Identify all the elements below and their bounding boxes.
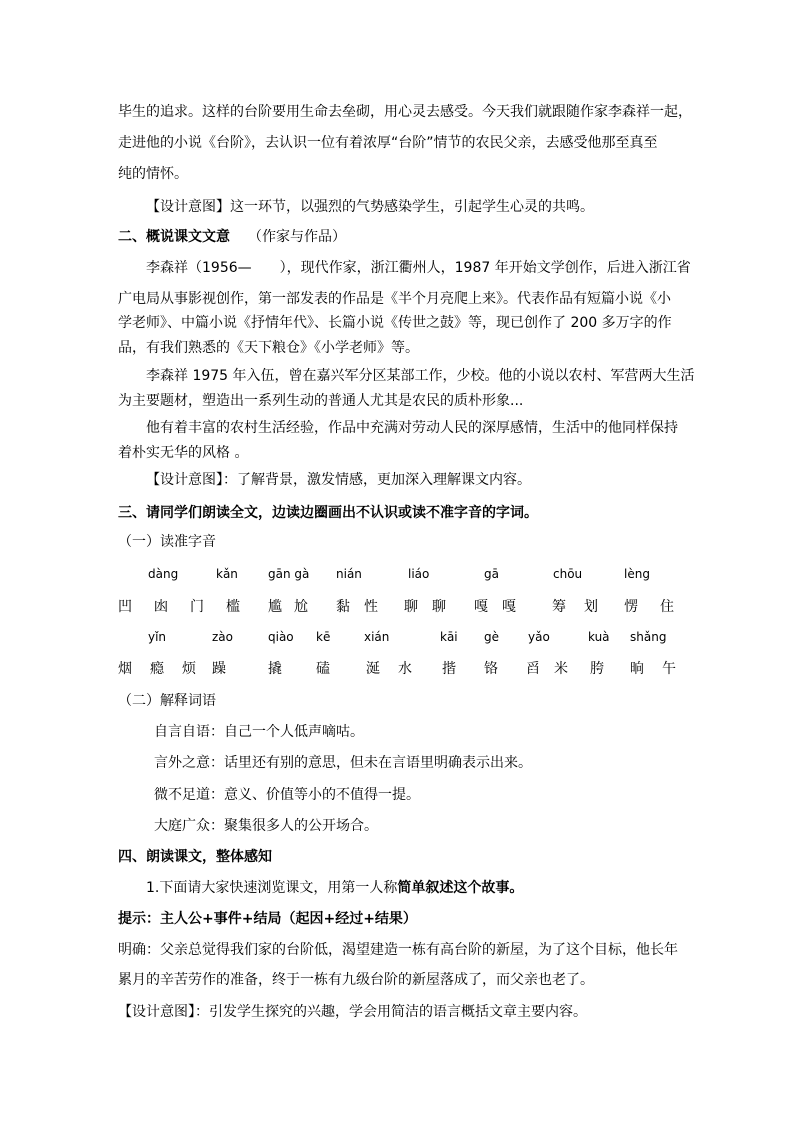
term-4: 大庭广众：聚集很多人的公开场合。	[154, 818, 378, 834]
pinyin-kan: kǎn	[216, 567, 238, 581]
pinyin-qiao: qiào	[268, 630, 294, 644]
section2-heading-sub: （作家与作品）	[248, 229, 346, 245]
s2-p3-line-2: 着朴实无华的风格 。	[118, 445, 249, 461]
intro-line-2: 走进他的小说《台阶》，去认识一位有着浓厚“台阶”情节的农民父亲，去感受他那至真至	[118, 135, 658, 151]
char-wu: 午	[662, 661, 676, 677]
design-note-3: 【设计意图】：引发学生探究的兴趣，学会用简洁的语言概括文章主要内容。	[118, 1004, 587, 1020]
pinyin-chou: chōu	[553, 567, 583, 581]
char-ga-2: 嘎	[502, 599, 516, 615]
intro-line-3: 纯的情怀。	[118, 166, 188, 182]
term-3: 微不足道：意义、价值等小的不值得一提。	[154, 787, 420, 803]
pinyin-nian: nián	[336, 567, 362, 581]
char-shui: 水	[398, 661, 412, 677]
design-note-2: 【设计意图】：了解背景，激发情感，更加深入理解课文内容。	[146, 472, 531, 488]
s2-p1-line-1: 李森祥（1956— ），现代作家，浙江衢州人，1987 年开始文学创作，后进入浙江省	[146, 260, 691, 276]
section4-task-bold: 简单叙述这个故事。	[397, 880, 524, 896]
pinyin-liao: liáo	[408, 567, 430, 581]
char-ao: 凹	[118, 599, 132, 615]
char-shang: 晌	[630, 661, 644, 677]
design-note-1: 【设计意图】这一环节，以强烈的气势感染学生，引起学生心灵的共鸣。	[146, 199, 594, 215]
section3-heading: 三、请同学们朗读全文，边读边圈画出不认识或读不准字音的字词。	[118, 505, 538, 521]
section4-task-prefix: 1.下面请大家快速浏览课文，用第一人称	[146, 880, 398, 896]
pinyin-kai: kāi	[440, 630, 458, 644]
s2-p2-line-2: 为主要题材，塑造出一系列生动的普通人尤其是农民的质朴形象...	[118, 393, 524, 409]
char-dang: 凼	[154, 599, 168, 615]
pinyin-ke: kē	[316, 630, 331, 644]
char-liao-2: 聊	[432, 599, 446, 615]
section3-sub-2: （二）解释词语	[118, 693, 216, 709]
s2-p1-line-4: 品，有我们熟悉的《天下粮仓》《小学老师》等。	[118, 340, 419, 356]
char-liao-1: 聊	[404, 599, 418, 615]
term-1: 自言自语：自己一个人低声嘀咕。	[154, 724, 364, 740]
char-fan: 烦	[182, 661, 196, 677]
char-zhu: 住	[660, 599, 674, 615]
char-xian: 涎	[366, 661, 380, 677]
char-kai: 揩	[442, 661, 456, 677]
section4-hint: 提示：主人公+事件+结局（起因+经过+结果）	[118, 911, 417, 927]
char-mi: 米	[554, 661, 568, 677]
char-chou: 筹	[552, 599, 566, 615]
answer-line-1: 明确：父亲总觉得我们家的台阶低，渴望建造一栋有高台阶的新屋，为了这个目标，他长年	[118, 942, 678, 958]
char-men: 门	[190, 599, 204, 615]
char-hua: 划	[584, 599, 598, 615]
char-kan: 槛	[226, 599, 240, 615]
char-leng: 愣	[624, 599, 638, 615]
char-nian: 黏	[336, 599, 350, 615]
answer-line-2: 累月的辛苦劳作的准备，终于一栋有九级台阶的新屋落成了，而父亲也老了。	[118, 972, 594, 988]
pinyin-ganga: gān gà	[268, 567, 310, 581]
char-ga-1: 嘎	[474, 599, 488, 615]
s2-p2-line-1: 李森祥 1975 年入伍，曾在嘉兴军分区某部工作，少校。他的小说以农村、军营两大生活	[146, 368, 695, 384]
section2-heading-title: 二、概说课文文意	[118, 229, 230, 245]
char-xing: 性	[364, 599, 378, 615]
char-qiao: 撬	[268, 661, 282, 677]
char-ke: 磕	[316, 661, 330, 677]
pinyin-kua: kuà	[588, 630, 610, 644]
s2-p1-line-2: 广电局从事影视创作，第一部发表的作品是《半个月亮爬上来》。代表作品有短篇小说《小	[118, 291, 671, 307]
term-2: 言外之意：话里还有别的意思，但未在言语里明确表示出来。	[154, 755, 532, 771]
char-yan: 烟	[118, 661, 132, 677]
char-ga: 尬	[294, 599, 308, 615]
pinyin-dang: dàng	[148, 567, 179, 581]
char-ge: 铬	[484, 661, 498, 677]
pinyin-yin: yǐn	[148, 630, 167, 644]
pinyin-xian: xián	[364, 630, 390, 644]
char-yao: 舀	[526, 661, 540, 677]
char-kua: 胯	[590, 661, 604, 677]
pinyin-ga: gā	[484, 567, 499, 581]
pinyin-ge: gè	[484, 630, 499, 644]
pinyin-yao: yǎo	[528, 630, 550, 644]
char-gan: 尴	[268, 599, 282, 615]
section3-sub-1: （一）读准字音	[118, 534, 216, 550]
pinyin-shang: shǎng	[630, 630, 667, 644]
char-zao: 躁	[212, 661, 226, 677]
s2-p3-line-1: 他有着丰富的农村生活经验，作品中充满对劳动人民的深厚感情，生活中的他同样保持	[146, 420, 678, 436]
section2-heading	[118, 227, 346, 247]
s2-p1-line-3: 学老师》、中篇小说《抒情年代》、长篇小说《传世之鼓》等，现已创作了 200 多万字的作	[118, 315, 672, 331]
intro-line-1: 毕生的追求。这样的台阶要用生命去垒砌，用心灵去感受。今天我们就跟随作家李森祥一起，	[118, 104, 692, 120]
section4-heading: 四、朗读课文，整体感知	[118, 849, 272, 865]
pinyin-zao: zào	[212, 630, 233, 644]
section4-task	[146, 878, 523, 898]
pinyin-leng: lèng	[624, 567, 650, 581]
char-yin: 瘾	[150, 661, 164, 677]
